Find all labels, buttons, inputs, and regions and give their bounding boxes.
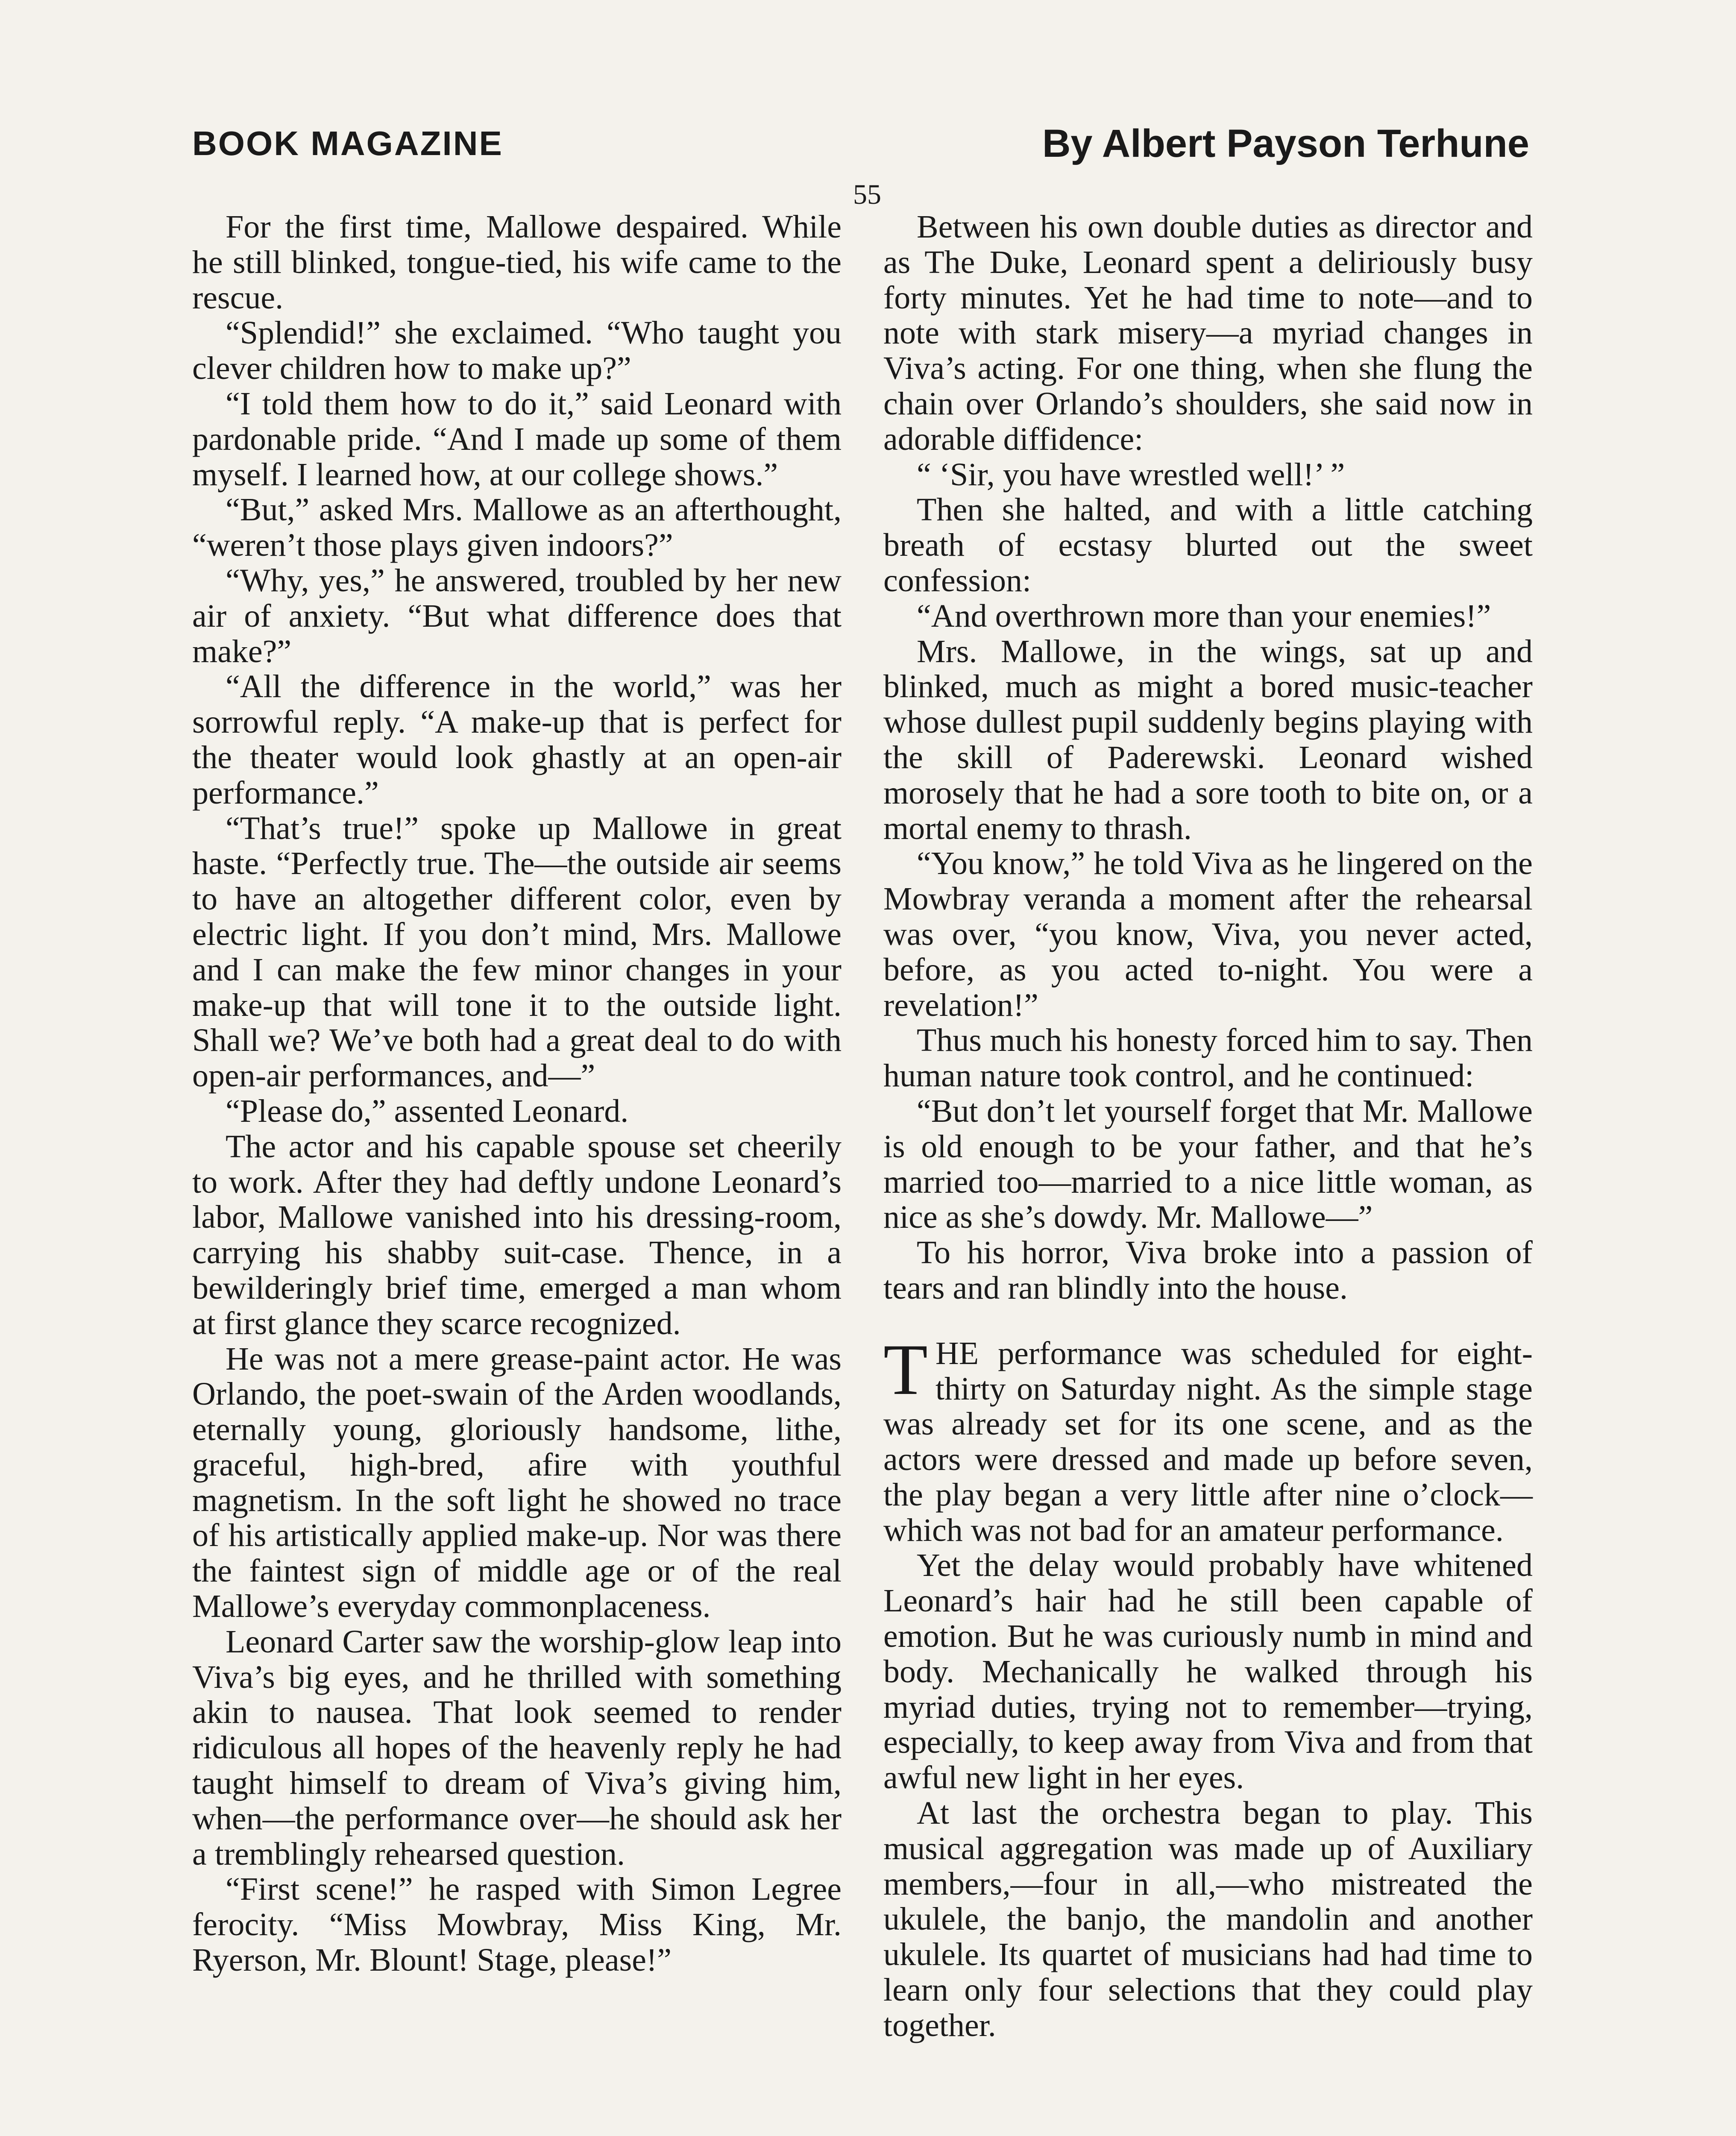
paragraph: “You know,” he told Viva as he lingered on the Mowbray veranda a moment after the rehearsal was over, “you know, Viva, you never acted, before, as you acted to-night. You were a revelation!” — [883, 845, 1533, 1023]
paragraph: He was not a mere grease-paint actor. He was Orlando, the poet-swain of the Arden woodlands, eternally young, gloriously handsome, lithe, graceful, high-bred, afire with youthful magnetism. In the soft light he showed no trace of his artistically applied make-up. Nor was there the faintest sign of middle age or of the real Mallowe’s everyday commonplaceness. — [192, 1341, 842, 1625]
left-column — [192, 209, 842, 1978]
paragraph: “Splendid!” she exclaimed. “Who taught you clever children how to make up?” — [192, 315, 842, 387]
paragraph: “Please do,” assented Leonard. — [226, 1093, 629, 1129]
paragraph: Leonard Carter saw the worship-glow leap into Viva’s big eyes, and he thrilled with something akin to nausea. That look seemed to render ridiculous all hopes of the heavenly reply he had taught himself to dream of Viva’s giving him, when—the performance over—he should ask her a tremblingly rehearsed question. — [192, 1623, 842, 1872]
drop-cap: T — [883, 1329, 928, 1410]
paragraph: At last the orchestra began to play. This musical aggregation was made up of Auxiliary members,—four in all,—who mistreated the ukulele, the banjo, the mandolin and another ukulele. Its quartet of musicians had had time to learn only four selections that they could play together. — [883, 1795, 1533, 2043]
paragraph: “But,” asked Mrs. Mallowe as an afterthought, “weren’t those plays given indoors?” — [192, 492, 842, 563]
paragraph: “And overthrown more than your enemies!” — [917, 598, 1491, 634]
author-byline: By Albert Payson Terhune — [1042, 122, 1529, 165]
paragraph: For the first time, Mallowe despaired. While he still blinked, tongue-tied, his wife came to the rescue. — [192, 209, 842, 316]
paragraph: “ ‘Sir, you have wrestled well!’ ” — [917, 456, 1345, 493]
paragraph: Then she halted, and with a little catching breath of ecstasy blurted out the sweet confession: — [883, 492, 1533, 599]
right-column — [883, 209, 1533, 2043]
paragraph: Between his own double duties as director and as The Duke, Leonard spent a deliriously busy forty minutes. Yet he had time to note—and to note with stark misery—a myriad changes in Viva’s acting. For one thing, when she flung the chain over Orlando’s shoulders, she said now in adorable diffidence: — [883, 209, 1533, 457]
section-opening-paragraph — [883, 1329, 1533, 1548]
paragraph: “I told them how to do it,” said Leonard with pardonable pride. “And I made up some of them myself. I learned how, at our college shows.” — [192, 385, 842, 493]
paragraph: “All the difference in the world,” was her sorrowful reply. “A make-up that is perfect for the theater would look ghastly at an open-air performance.” — [192, 669, 842, 811]
paragraph: “First scene!” he rasped with Simon Legree ferocity. “Miss Mowbray, Miss King, Mr. Ryerson, Mr. Blount! Stage, please!” — [192, 1871, 842, 1978]
paragraph: To his horror, Viva broke into a passion of tears and ran blindly into the house. — [883, 1235, 1533, 1306]
paragraph: Thus much his honesty forced him to say. Then human nature took control, and he continued: — [883, 1022, 1533, 1094]
paragraph: Yet the delay would probably have whitened Leonard’s hair had he still been capable of emotion. But he was curiously numb in mind and body. Mechanically he walked through his myriad duties, trying not to remember—trying, especially, to keep away from Viva and from that awful new light in her eyes. — [883, 1547, 1533, 1796]
paragraph: “Why, yes,” he answered, troubled by her new air of anxiety. “But what difference does that make?” — [192, 562, 842, 669]
page-number: 55 — [853, 179, 881, 210]
paragraph: “That’s true!” spoke up Mallowe in great haste. “Perfectly true. The—the outside air seems to have an altogether different color, even by electric light. If you don’t mind, Mrs. Mallowe and I can make the few minor changes in your make-up that will tone it to the outside light. Shall we? We’ve both had a great deal to do with open-air performances, and—” — [192, 810, 842, 1094]
paragraph: The actor and his capable spouse set cheerily to work. After they had deftly undone Leonard’s labor, Mallowe vanished into his dressing-room, carrying his shabby suit-case. Thence, in a bewilderingly brief time, emerged a man whom at first glance they scarce recognized. — [192, 1128, 842, 1341]
paragraph: Mrs. Mallowe, in the wings, sat up and blinked, much as might a bored music-teacher whose dullest pupil suddenly begins playing with the skill of Paderewski. Leonard wished morosely that he had a sore tooth to bite on, or a mortal enemy to thrash. — [883, 633, 1533, 846]
page-header — [192, 124, 1529, 179]
section-opening-text: HE performance was scheduled for eight-thirty on Saturday night. As the simple stage was already set for its one scene, and as the actors were dressed and made up before seven, the play began a very little after nine o’clock—which was not bad for an amateur performance. — [883, 1335, 1533, 1548]
magazine-title: BOOK MAGAZINE — [192, 124, 503, 162]
paragraph: “But don’t let yourself forget that Mr. Mallowe is old enough to be your father, and that he’s married too—married to a nice little woman, as nice as she’s dowdy. Mr. Mallowe—” — [883, 1093, 1533, 1235]
